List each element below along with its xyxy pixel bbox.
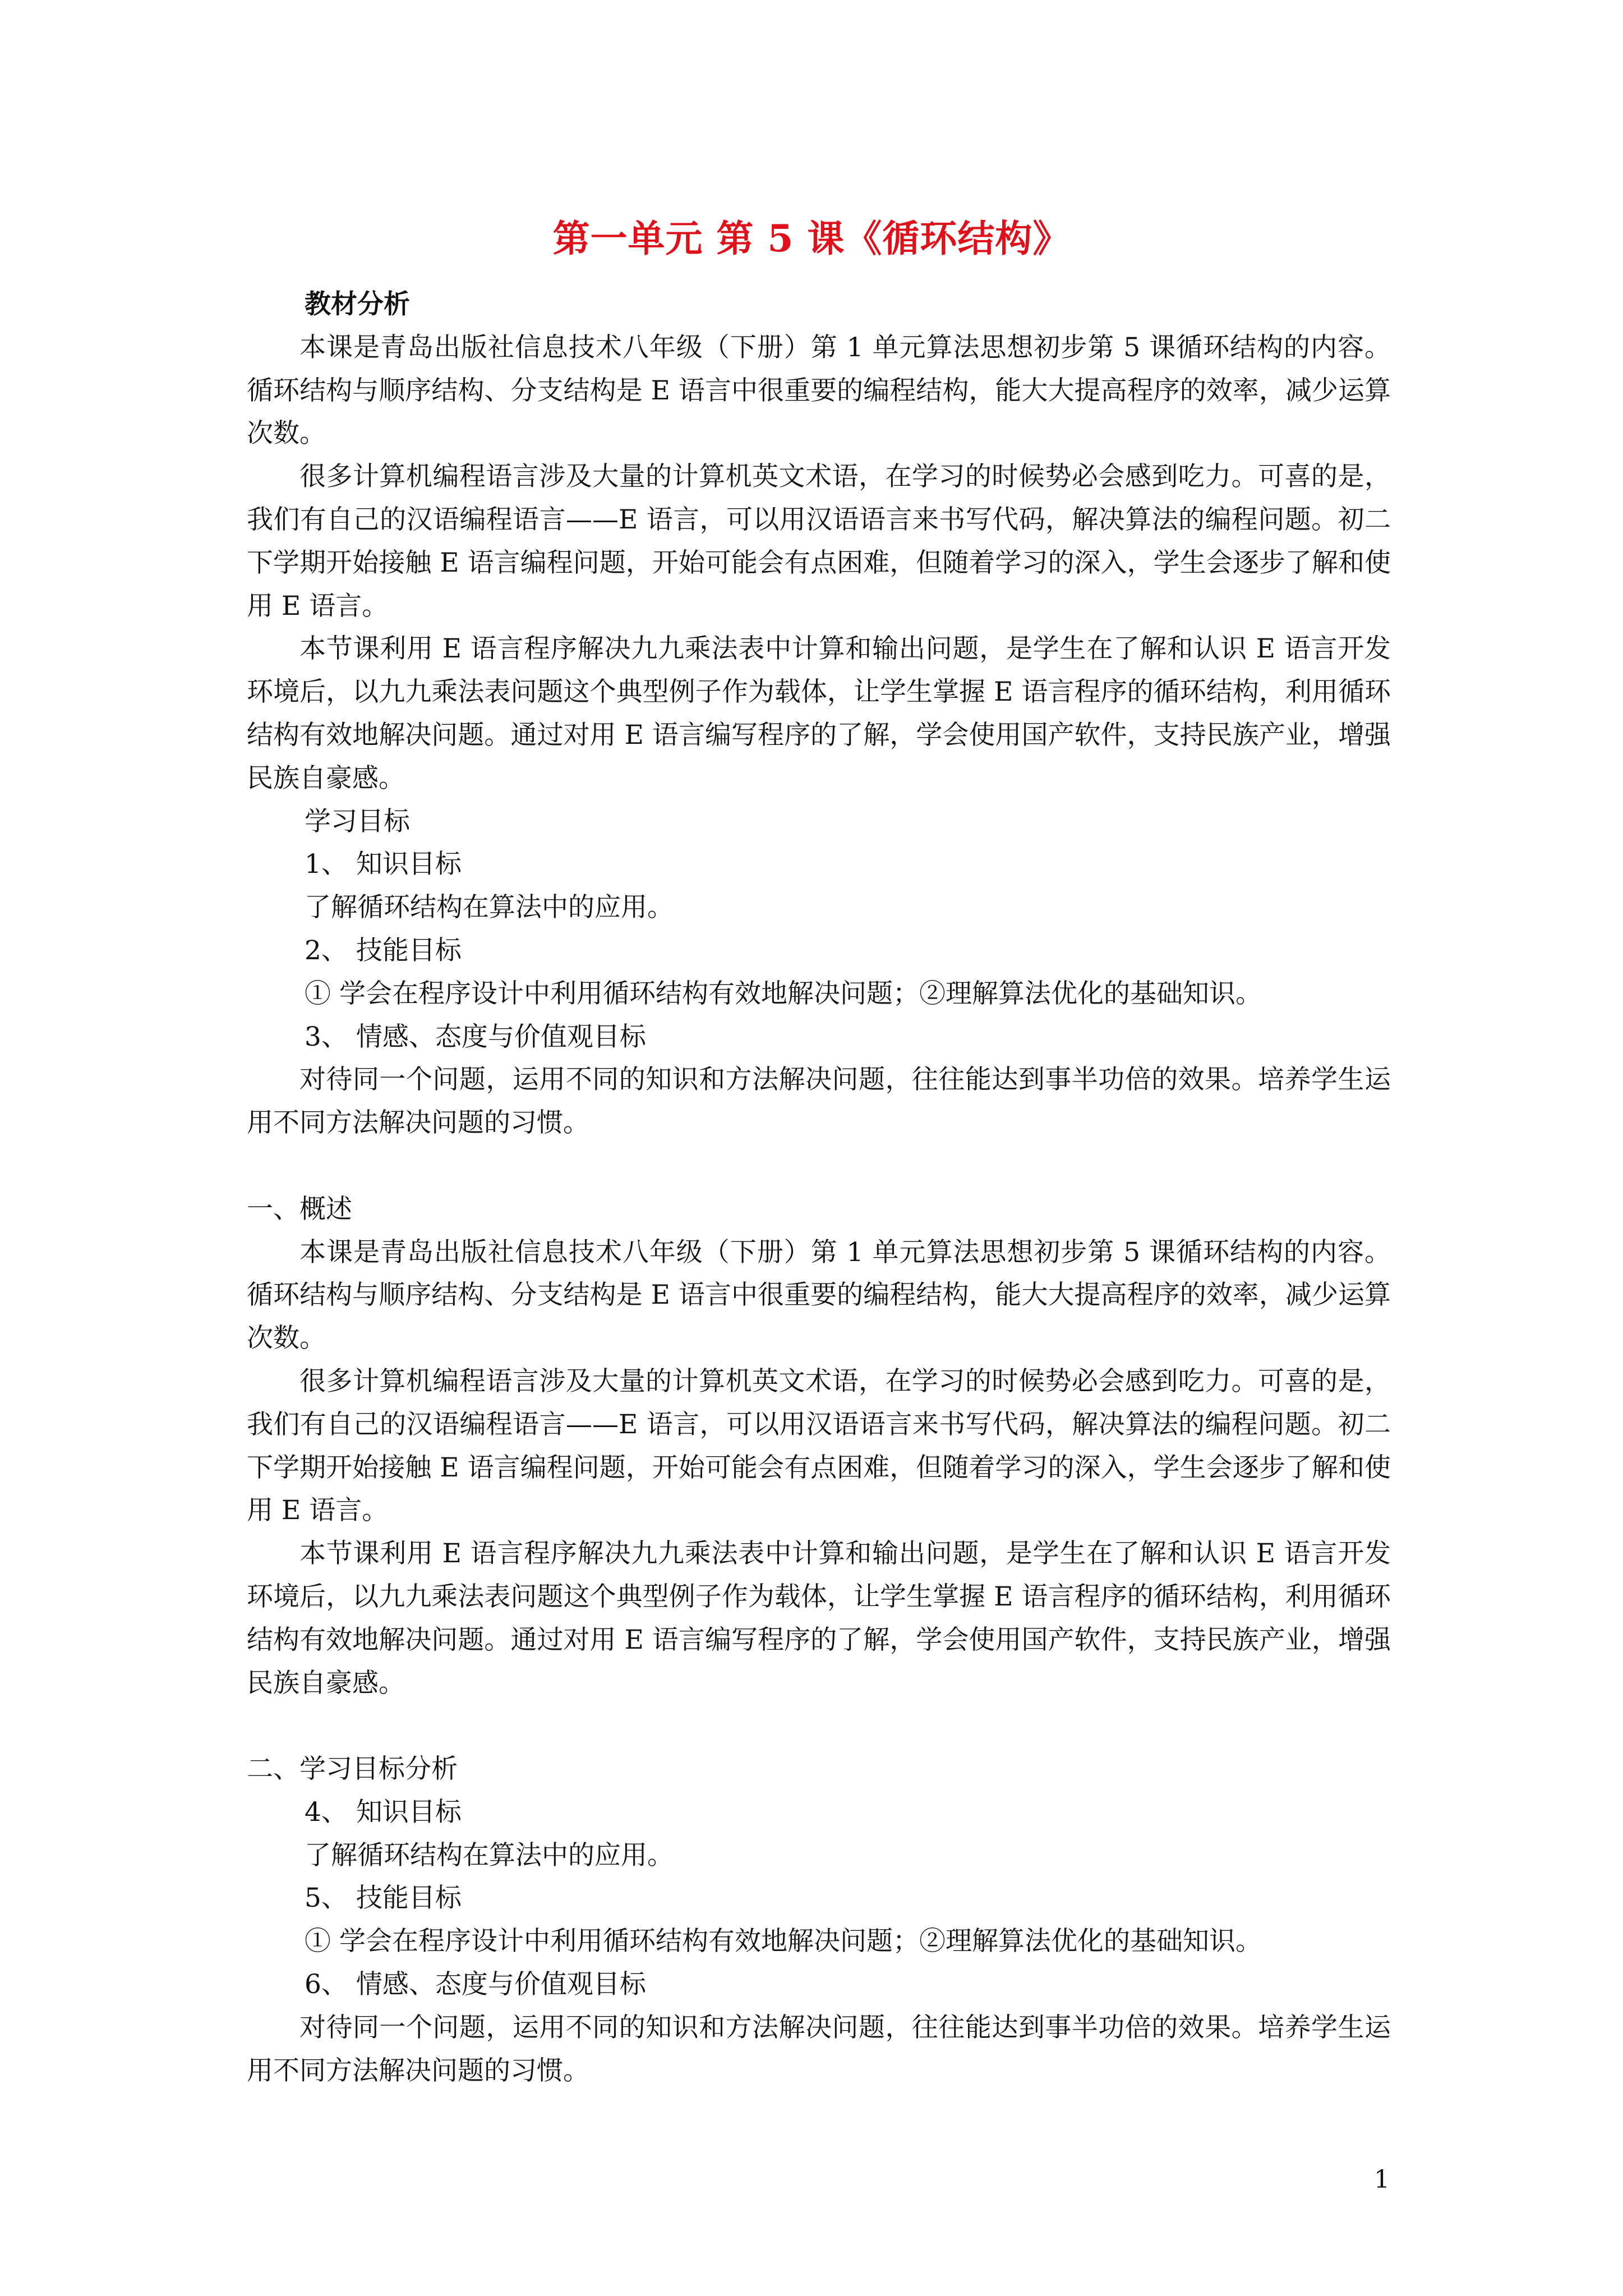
paragraph: 本课是青岛出版社信息技术八年级（下册）第 1 单元算法思想初步第 5 课循环结构的内容。循环结构与顺序结构、分支结构是 E 语言中很重要的编程结构，能大大提高程序的效率，减少运算次数。 [247,1236,1391,1354]
goal-text: ① 学会在程序设计中利用循环结构有效地解决问题；②理解算法优化的基础知识。 [305,1926,1262,1957]
goal-text: 对待同一个问题，运用不同的知识和方法解决问题，往往能达到事半功倍的效果。培养学生运用不同方法解决问题的习惯。 [247,2012,1391,2086]
paragraph: 很多计算机编程语言涉及大量的计算机英文术语，在学习的时候势必会感到吃力。可喜的是，我们有自己的汉语编程语言——E 语言，可以用汉语语言来书写代码，解决算法的编程问题。初二下学期开始接触 E 语言编程问题，开始可能会有点困难，但随着学习的深入，学生会逐步了解和使用 E 语言。 [247,461,1391,622]
textbook-analysis-heading: 教材分析 [305,289,410,320]
page-number: 1 [1374,2165,1390,2194]
goal-text: 对待同一个问题，运用不同的知识和方法解决问题，往往能达到事半功倍的效果。培养学生运用不同方法解决问题的习惯。 [247,1064,1391,1139]
overview-heading: 一、概述 [247,1193,352,1225]
goal-label: 3、 情感、态度与价值观目标 [305,1021,646,1052]
learning-goals-heading: 学习目标 [305,806,410,837]
goal-label: 6、 情感、态度与价值观目标 [305,1969,646,2000]
goals-analysis-heading: 二、学习目标分析 [247,1754,458,1785]
goal-text: 了解循环结构在算法中的应用。 [305,1839,674,1871]
document-body [247,283,1391,2092]
spacer [247,1705,1391,1748]
paragraph: 本课是青岛出版社信息技术八年级（下册）第 1 单元算法思想初步第 5 课循环结构的内容。循环结构与顺序结构、分支结构是 E 语言中很重要的编程结构，能大大提高程序的效率，减少运算次数。 [247,332,1391,449]
paragraph: 很多计算机编程语言涉及大量的计算机英文术语，在学习的时候势必会感到吃力。可喜的是，我们有自己的汉语编程语言——E 语言，可以用汉语语言来书写代码，解决算法的编程问题。初二下学期开始接触 E 语言编程问题，开始可能会有点困难，但随着学习的深入，学生会逐步了解和使用 E 语言。 [247,1365,1391,1526]
goal-text: 了解循环结构在算法中的应用。 [305,892,674,923]
page-title: 第一单元 第 5 课《循环结构》 [552,217,1071,260]
goal-text: ① 学会在程序设计中利用循环结构有效地解决问题；②理解算法优化的基础知识。 [305,978,1262,1009]
goal-label: 5、 技能目标 [305,1883,462,1914]
goal-label: 4、 知识目标 [305,1796,462,1828]
paragraph: 本节课利用 E 语言程序解决九九乘法表中计算和输出问题，是学生在了解和认识 E 语言开发环境后，以九九乘法表问题这个典型例子作为载体，让学生掌握 E 语言程序的循环结构，利用循环结构有效地解决问题。通过对用 E 语言编写程序的了解，学会使用国产软件，支持民族产业，增强民族自豪感。 [247,633,1391,794]
goal-label: 1、 知识目标 [305,849,462,880]
spacer [247,1145,1391,1188]
goal-label: 2、 技能目标 [305,935,462,966]
paragraph: 本节课利用 E 语言程序解决九九乘法表中计算和输出问题，是学生在了解和认识 E 语言开发环境后，以九九乘法表问题这个典型例子作为载体，让学生掌握 E 语言程序的循环结构，利用循环结构有效地解决问题。通过对用 E 语言编写程序的了解，学会使用国产软件，支持民族产业，增强民族自豪感。 [247,1538,1391,1699]
